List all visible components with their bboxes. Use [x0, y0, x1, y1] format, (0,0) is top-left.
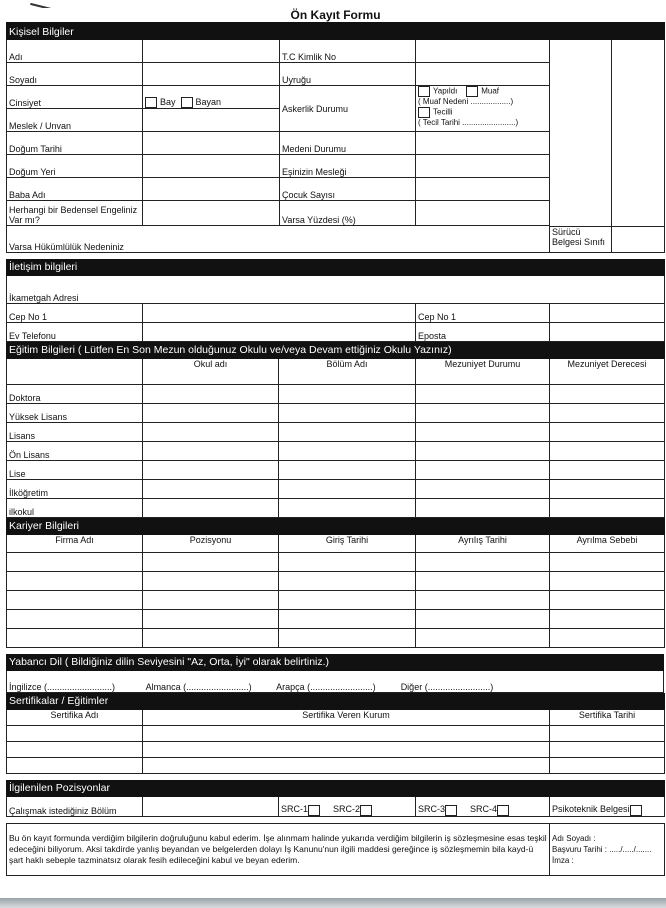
label-uyruk: Uyruğu — [280, 63, 416, 86]
certs-table — [6, 693, 665, 780]
edu-row-label: Lisans — [7, 422, 143, 441]
field-soyad[interactable] — [143, 63, 280, 86]
field-cep1[interactable] — [143, 303, 416, 322]
psiko-label: Psikoteknik Belgesi — [552, 804, 630, 815]
edu-cell[interactable] — [550, 403, 665, 422]
edu-row-label: ilkokul — [7, 498, 143, 517]
edu-cell[interactable] — [550, 441, 665, 460]
edu-row-label: Lise — [7, 460, 143, 479]
label-meslek: Meslek / Unvan — [7, 109, 143, 132]
field-surucu[interactable] — [612, 226, 665, 252]
language-fields — [7, 670, 664, 692]
edu-cell[interactable] — [143, 441, 279, 460]
edu-cell[interactable] — [279, 460, 416, 479]
career-cell[interactable] — [7, 628, 143, 647]
label-ad: Adı — [7, 40, 143, 63]
edu-cell[interactable] — [279, 479, 416, 498]
imza-label: İmza : — [552, 855, 574, 865]
label-cep1: Cep No 1 — [7, 303, 143, 322]
edu-cell[interactable] — [416, 460, 550, 479]
field-yuzde[interactable] — [416, 201, 550, 226]
section-header-contact: İletişim bilgileri — [7, 259, 665, 275]
education-table — [6, 342, 665, 518]
bayan-checkbox[interactable] — [181, 97, 193, 108]
career-cell[interactable] — [550, 552, 665, 571]
field-engel[interactable] — [143, 201, 280, 226]
edu-row-label: Ön Lisans — [7, 441, 143, 460]
edu-row-label: Yüksek Lisans — [7, 403, 143, 422]
edu-corner — [7, 358, 143, 384]
yapildi-checkbox[interactable] — [418, 86, 430, 97]
career-cell[interactable] — [416, 571, 550, 590]
career-cell[interactable] — [550, 571, 665, 590]
field-bolum[interactable] — [143, 796, 279, 816]
edu-cell[interactable] — [550, 479, 665, 498]
label-ev: Ev Telefonu — [7, 322, 143, 341]
cert-cell[interactable] — [550, 757, 665, 773]
cert-cell[interactable] — [7, 741, 143, 757]
positions-table — [6, 780, 665, 823]
cert-cell[interactable] — [7, 725, 143, 741]
gender-options — [143, 86, 280, 109]
label-engel: Herhangi bir Bedensel Engeliniz Var mı? — [7, 201, 143, 226]
edu-cell[interactable] — [143, 384, 279, 403]
field-ad[interactable] — [143, 40, 280, 63]
military-options — [416, 86, 550, 132]
label-hukum: Varsa Hükümlülük Nedeniniz — [7, 226, 550, 252]
bottom-shadow — [0, 898, 666, 908]
hukum-table — [6, 226, 665, 259]
field-ev[interactable] — [143, 322, 416, 341]
career-cell[interactable] — [416, 552, 550, 571]
tecilli-checkbox[interactable] — [418, 107, 430, 118]
cert-col-ad: Sertifika Adı — [7, 709, 143, 725]
field-medeni[interactable] — [416, 132, 550, 155]
career-cell[interactable] — [550, 628, 665, 647]
src-options-1 — [279, 796, 416, 816]
edu-cell[interactable] — [416, 498, 550, 517]
label-medeni: Medeni Durumu — [280, 132, 416, 155]
career-cell[interactable] — [7, 590, 143, 609]
bay-label: Bay — [160, 96, 176, 107]
form-title: Ön Kayıt Formu — [7, 8, 665, 23]
label-cep1b: Cep No 1 — [416, 303, 550, 322]
career-cell[interactable] — [550, 590, 665, 609]
label-adres: İkametgah Adresi — [7, 275, 665, 303]
edu-cell[interactable] — [279, 403, 416, 422]
label-bolum: Çalışmak istediğiniz Bölüm — [7, 796, 143, 816]
basvuru-label: Başvuru Tarihi : ...../...../....... — [552, 844, 652, 854]
edu-cell[interactable] — [143, 422, 279, 441]
career-cell[interactable] — [550, 609, 665, 628]
label-tc: T.C Kimlik No — [280, 40, 416, 63]
yapildi-label: Yapıldı — [433, 86, 458, 96]
career-cell[interactable] — [279, 571, 416, 590]
declaration-text: Bu ön kayıt formunda verdiğim bilgilerin doğruluğunu kabul ederim. İşe alınmam halinde yukarıda verdiğim bilgilerin iş sözleşmesine esas teşkil edeceğini biliyorum. Aksi takdirde yanlış beyandan ve belgelerden dolayı İş Kanunu'nun ilgili maddesi gereğince iş sözleşmemin bila kayd-ü şart haklı sebeple tazminatsız olarak fesih edileceğini kabul ve beyan ederim. — [7, 823, 550, 875]
muaf-checkbox[interactable] — [466, 86, 478, 97]
edu-cell[interactable] — [143, 498, 279, 517]
edu-cell[interactable] — [416, 479, 550, 498]
signature-block — [550, 823, 665, 875]
adsoyad-label: Adı Soyadı : — [552, 833, 596, 843]
label-askerlik: Askerlik Durumu — [280, 86, 416, 132]
career-cell[interactable] — [143, 552, 279, 571]
label-soyad: Soyadı — [7, 63, 143, 86]
career-cell[interactable] — [416, 628, 550, 647]
cert-cell[interactable] — [143, 757, 550, 773]
career-col-firma: Firma Adı — [7, 534, 143, 552]
photo-area-2 — [612, 40, 665, 226]
src1-label: SRC-1 — [281, 804, 309, 815]
career-cell[interactable] — [279, 590, 416, 609]
psiko-checkbox[interactable] — [630, 805, 642, 816]
photo-area — [550, 40, 612, 226]
edu-row-label: İlköğretim — [7, 479, 143, 498]
section-header-positions: İlgilenilen Pozisyonlar — [7, 780, 665, 796]
registration-form — [6, 8, 664, 876]
edu-cell[interactable] — [550, 384, 665, 403]
lang-ingilizce[interactable]: İngilizce (..........................) — [9, 681, 116, 692]
section-header-language: Yabancı Dil ( Bildiğiniz dilin Seviyesini "Az, Orta, İyi" olarak belirtiniz.) — [7, 654, 664, 670]
career-cell[interactable] — [279, 552, 416, 571]
edu-cell[interactable] — [416, 441, 550, 460]
career-table — [6, 518, 665, 654]
cert-col-tarih: Sertifika Tarihi — [550, 709, 665, 725]
career-col-giris: Giriş Tarihi — [279, 534, 416, 552]
label-es-meslek: Eşinizin Mesleği — [280, 155, 416, 178]
src-options-2 — [416, 796, 550, 816]
field-eposta[interactable] — [550, 322, 665, 341]
src1-checkbox[interactable] — [308, 805, 320, 816]
cert-cell[interactable] — [143, 741, 550, 757]
career-cell[interactable] — [279, 609, 416, 628]
src4-label: SRC-4 — [470, 804, 498, 815]
label-cocuk: Çocuk Sayısı — [280, 178, 416, 201]
edu-cell[interactable] — [143, 479, 279, 498]
label-surucu: Sürücü Belgesi Sınıfı — [550, 226, 612, 252]
cert-cell[interactable] — [550, 725, 665, 741]
declaration-table — [6, 823, 665, 876]
edu-cell[interactable] — [416, 384, 550, 403]
muaf-label: Muaf — [481, 86, 499, 96]
edu-cell[interactable] — [416, 403, 550, 422]
tecilli-label: Tecilli — [433, 107, 453, 117]
section-header-certs: Sertifikalar / Eğitimler — [7, 693, 665, 709]
career-cell[interactable] — [7, 552, 143, 571]
edu-col-mezuniyet: Mezuniyet Durumu — [416, 358, 550, 384]
career-cell[interactable] — [7, 571, 143, 590]
psiko-option — [550, 796, 665, 816]
field-baba[interactable] — [143, 178, 280, 201]
field-meslek[interactable] — [143, 109, 280, 132]
field-dogum-yeri[interactable] — [143, 155, 280, 178]
label-cinsiyet: Cinsiyet — [7, 86, 143, 109]
src2-checkbox[interactable] — [360, 805, 372, 816]
label-baba: Baba Adı — [7, 178, 143, 201]
label-eposta: Eposta — [416, 322, 550, 341]
src4-checkbox[interactable] — [497, 805, 509, 816]
edu-row-label: Doktora — [7, 384, 143, 403]
career-col-ayrilis: Ayrılış Tarihi — [416, 534, 550, 552]
tecil-tarih: ( Tecil Tarihi ........................) — [418, 118, 519, 127]
lang-arapca[interactable]: Arapça (.........................) — [276, 681, 376, 692]
label-dogum-yeri: Doğum Yeri — [7, 155, 143, 178]
edu-cell[interactable] — [550, 498, 665, 517]
cert-cell[interactable] — [7, 757, 143, 773]
src3-checkbox[interactable] — [445, 805, 457, 816]
career-cell[interactable] — [143, 628, 279, 647]
section-header-education: Eğitim Bilgileri ( Lütfen En Son Mezun olduğunuz Okulu ve/veya Devam ettiğiniz Okulu Yazınız) — [7, 342, 665, 358]
field-es-meslek[interactable] — [416, 155, 550, 178]
section-header-personal: Kişisel Bilgiler — [7, 23, 665, 40]
lang-almanca[interactable]: Almanca (.........................) — [145, 681, 252, 692]
src3-label: SRC-3 — [418, 804, 446, 815]
edu-col-derece: Mezuniyet Derecesi — [550, 358, 665, 384]
cert-col-kurum: Sertifika Veren Kurum — [143, 709, 550, 725]
bayan-label: Bayan — [195, 96, 222, 107]
career-cell[interactable] — [143, 590, 279, 609]
career-cell[interactable] — [143, 609, 279, 628]
career-col-pozisyon: Pozisyonu — [143, 534, 279, 552]
lang-diger[interactable]: Diğer (.........................) — [400, 681, 494, 692]
label-dogum-tarihi: Doğum Tarihi — [7, 132, 143, 155]
language-table — [6, 654, 664, 693]
field-dogum-tarihi[interactable] — [143, 132, 280, 155]
career-cell[interactable] — [143, 571, 279, 590]
edu-cell[interactable] — [550, 422, 665, 441]
career-cell[interactable] — [7, 609, 143, 628]
cert-cell[interactable] — [143, 725, 550, 741]
bay-checkbox[interactable] — [145, 97, 157, 108]
section-header-career: Kariyer Bilgileri — [7, 518, 665, 534]
edu-cell[interactable] — [143, 460, 279, 479]
contact-table — [6, 259, 665, 342]
career-col-sebep: Ayrılma Sebebi — [550, 534, 665, 552]
edu-cell[interactable] — [279, 422, 416, 441]
field-cep1b[interactable] — [550, 303, 665, 322]
field-tc[interactable] — [416, 40, 550, 63]
edu-cell[interactable] — [550, 460, 665, 479]
label-yuzde: Varsa Yüzdesi (%) — [280, 201, 416, 226]
edu-cell[interactable] — [279, 384, 416, 403]
edu-cell[interactable] — [143, 403, 279, 422]
career-cell[interactable] — [416, 609, 550, 628]
personal-info-table — [6, 8, 665, 226]
field-cocuk[interactable] — [416, 178, 550, 201]
field-uyruk[interactable] — [416, 63, 550, 86]
src2-label: SRC-2 — [333, 804, 361, 815]
edu-cell[interactable] — [279, 498, 416, 517]
edu-cell[interactable] — [416, 422, 550, 441]
edu-col-bolum: Bölüm Adı — [279, 358, 416, 384]
muaf-neden: ( Muaf Nedeni ..................) — [418, 97, 514, 106]
edu-col-okul: Okul adı — [143, 358, 279, 384]
career-cell[interactable] — [416, 590, 550, 609]
edu-cell[interactable] — [279, 441, 416, 460]
cert-cell[interactable] — [550, 741, 665, 757]
career-cell[interactable] — [279, 628, 416, 647]
